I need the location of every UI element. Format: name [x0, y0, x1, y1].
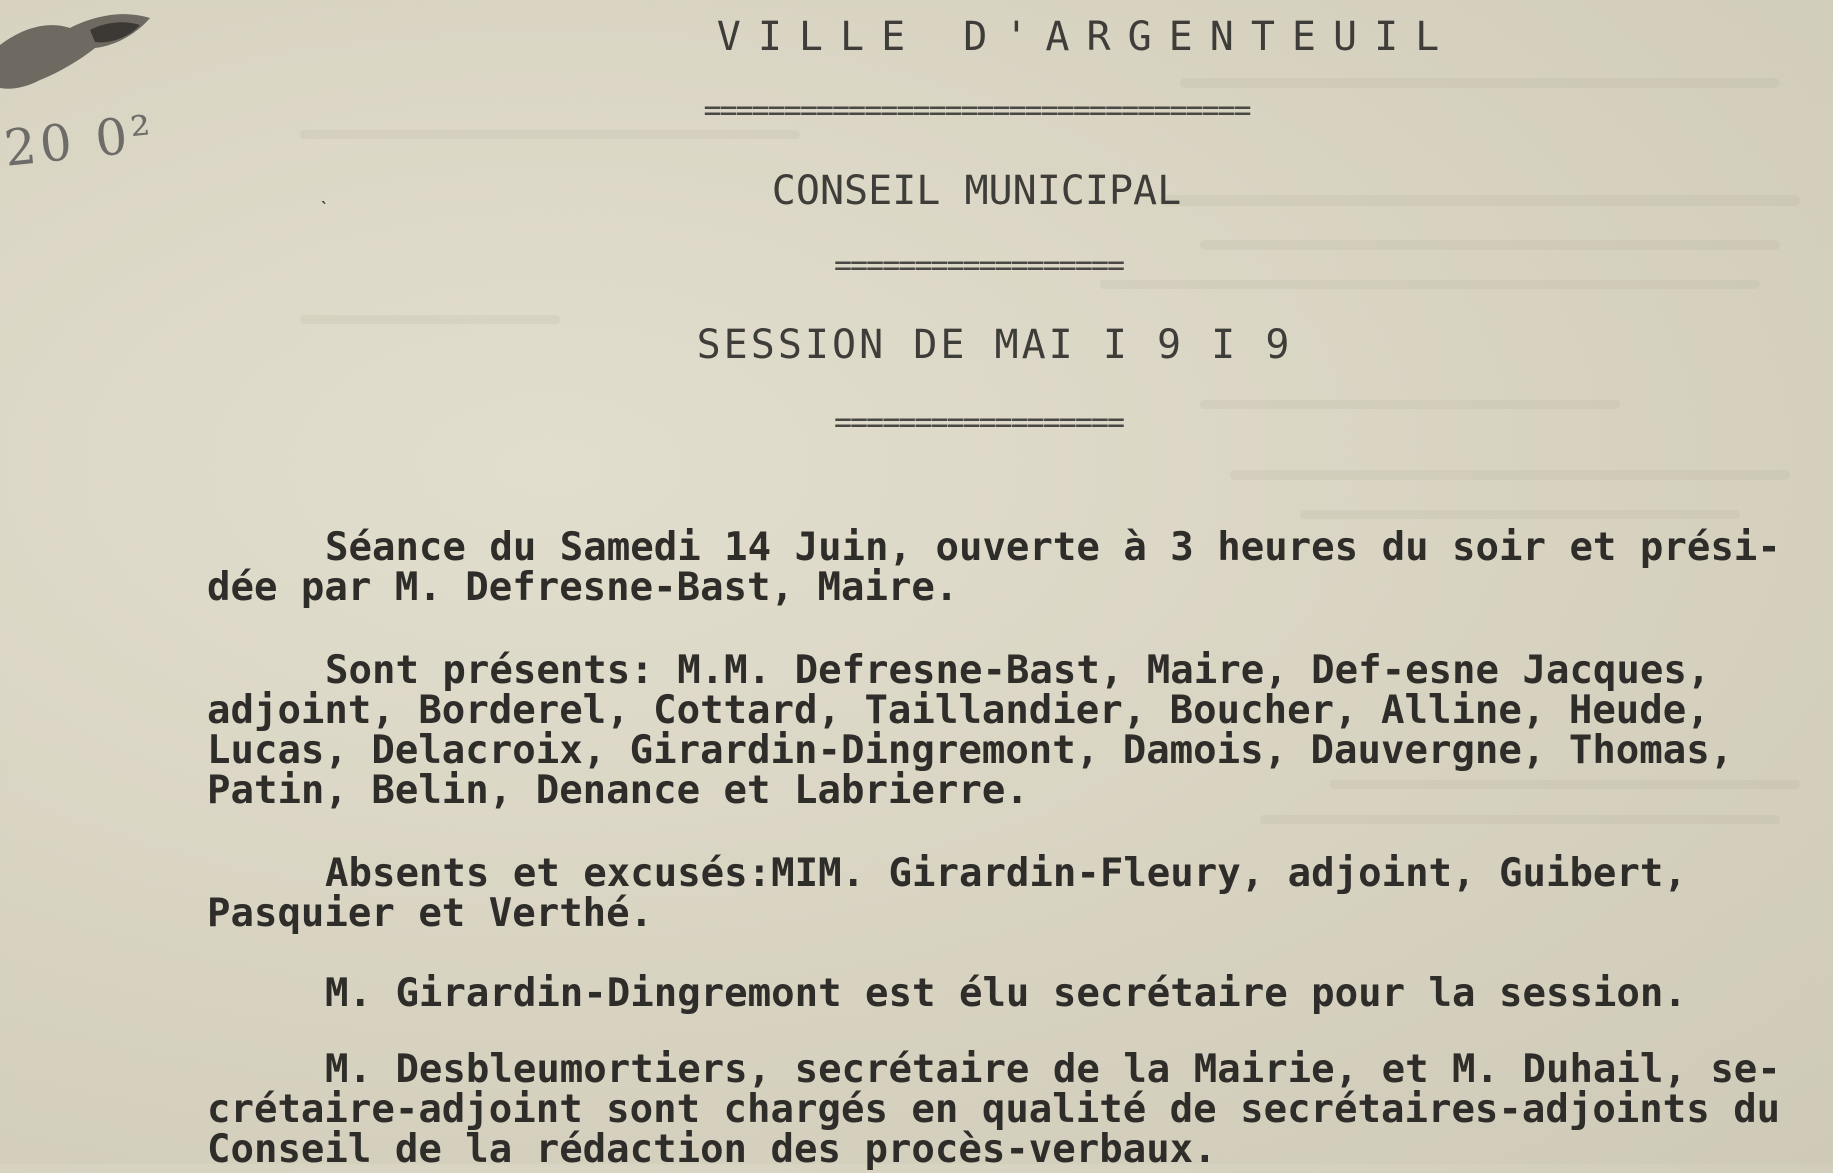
- heading-rule-short-2: ==================: [833, 405, 1124, 440]
- paragraph-members-absent: [207, 851, 1807, 936]
- text-line: M. Desbleumortiers, secrétaire de la Mairie, et M. Duhail, se-: [325, 1047, 1781, 1092]
- paragraph-seance-opening: [207, 525, 1807, 610]
- paragraph-assistant-secretaries: [207, 1047, 1807, 1172]
- heading-rule-short: ==================: [833, 248, 1124, 283]
- text-line: adjoint, Borderel, Cottard, Taillandier, Boucher, Alline, Heude,: [207, 688, 1710, 733]
- text-line: Patin, Belin, Denance et Labrierre.: [207, 768, 1029, 813]
- text-line: Séance du Samedi 14 Juin, ouverte à 3 heures du soir et prési-: [325, 525, 1781, 570]
- text-line: Absents et excusés:MIM. Girardin-Fleury, adjoint, Guibert,: [325, 851, 1687, 896]
- text-line: M. Girardin-Dingremont est élu secrétaire pour la session.: [325, 971, 1687, 1016]
- text-line: crétaire-adjoint sont chargés en qualité de secrétaires-adjoints du: [207, 1087, 1781, 1132]
- stray-mark: ˋ: [318, 198, 332, 223]
- text-line: Pasquier et Verthé.: [207, 891, 654, 936]
- session-heading: SESSION DE MAI I 9 I 9: [696, 322, 1293, 368]
- council-heading: CONSEIL MUNICIPAL: [771, 168, 1182, 214]
- text-line: Sont présents: M.M. Defresne-Bast, Maire, Def-esne Jacques,: [325, 648, 1711, 693]
- document-town-heading: VILLE D'ARGENTEUIL: [716, 14, 1457, 60]
- paragraph-secretary-elected: [207, 971, 1807, 1016]
- paragraph-members-present: [207, 648, 1807, 813]
- text-line: Lucas, Delacroix, Girardin-Dingremont, Damois, Dauvergne, Thomas,: [207, 728, 1734, 773]
- text-line: dée par M. Defresne-Bast, Maire.: [207, 565, 959, 610]
- text-line: Conseil de la rédaction des procès-verbaux.: [207, 1127, 1217, 1172]
- margin-pencil-annotation: 20 0²: [1, 104, 158, 178]
- heading-rule-long: ==================================: [703, 93, 1250, 128]
